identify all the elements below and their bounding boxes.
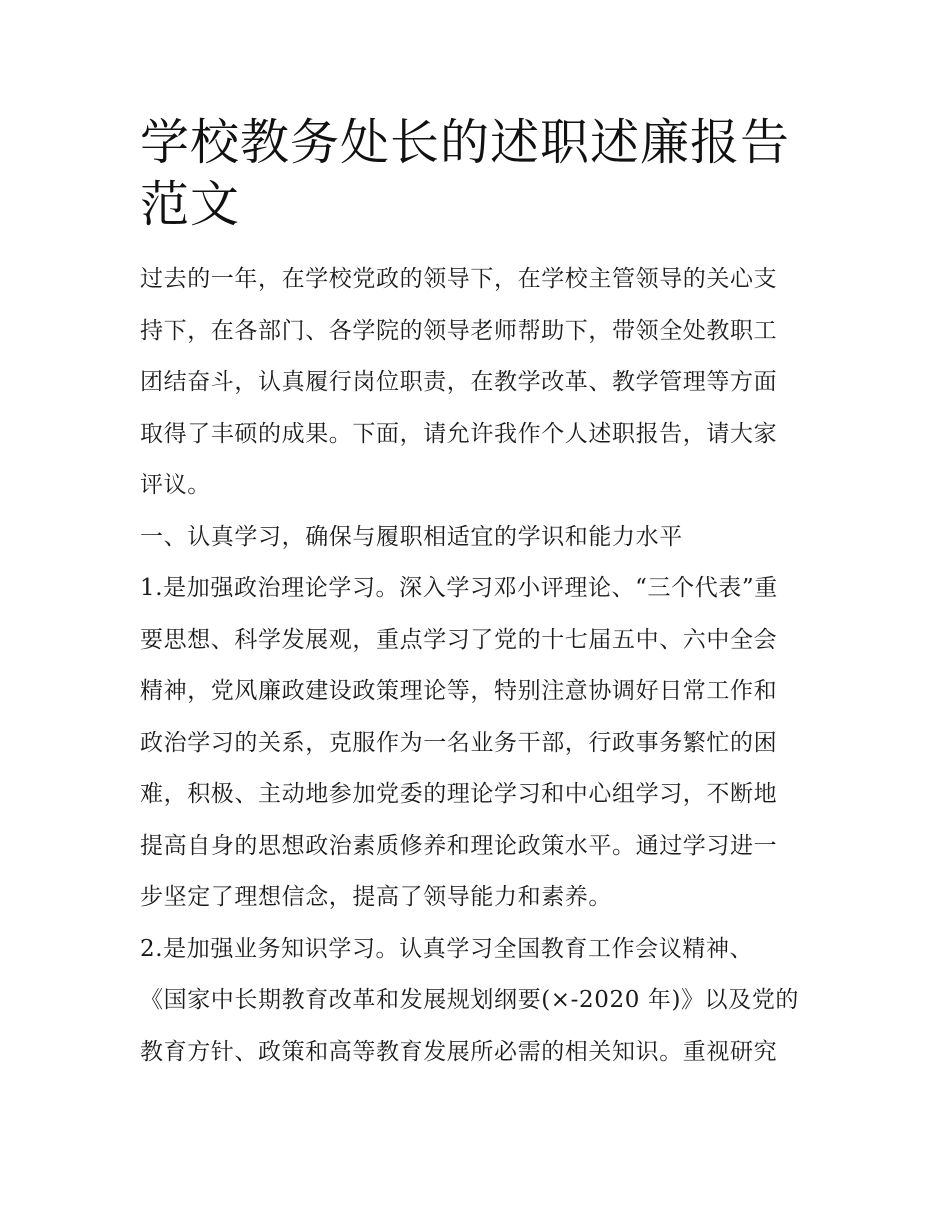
text-line: 《国家中长期教育改革和发展规划纲要(×-2020 年)》以及党的 [140, 987, 800, 1013]
text-line: 持下，在各部门、各学院的领导老师帮助下，带领全处教职工 [140, 317, 778, 344]
paragraph-item-1 [140, 563, 815, 924]
text-line: 要思想、科学发展观，重点学习了党的十七届五中、六中全会 [140, 626, 778, 653]
text-line: 团结奋斗，认真履行岗位职责，在教学改革、教学管理等方面 [140, 369, 778, 395]
title-line: 范文 [140, 176, 241, 233]
text-line: 评议。 [140, 472, 211, 498]
document-body [140, 254, 815, 1078]
text-line: 难，积极、主动地参加党委的理论学习和中心组学习，不断地 [140, 781, 778, 807]
text-line: 教育方针、政策和高等教育发展所必需的相关知识。重视研究 [140, 1038, 778, 1065]
document-title [140, 112, 815, 236]
text-line: 一、认真学习，确保与履职相适宜的学识和能力水平 [140, 523, 683, 550]
text-line: 精神，党风廉政建设政策理论等，特别注意协调好日常工作和 [140, 678, 778, 704]
text-line: 取得了丰硕的成果。下面，请允许我作个人述职报告，请大家 [140, 420, 778, 447]
section-heading-1 [140, 512, 815, 564]
text-line: 提高自身的思想政治素质修养和理论政策水平。通过学习进一 [140, 832, 778, 859]
text-line: 2.是加强业务知识学习。认真学习全国教育工作会议精神、 [140, 935, 754, 962]
paragraph-intro [140, 254, 815, 512]
document-content [140, 112, 815, 1078]
paragraph-item-2 [140, 924, 815, 1079]
text-line: 政治学习的关系，克服作为一名业务干部，行政事务繁忙的困 [140, 729, 778, 756]
text-line: 过去的一年，在学校党政的领导下，在学校主管领导的关心支 [140, 266, 778, 292]
title-line: 学校教务处长的述职述廉报告 [140, 114, 791, 171]
text-line: 1.是加强政治理论学习。深入学习邓小评理论、“三个代表”重 [140, 575, 778, 601]
text-line: 步坚定了理想信念，提高了领导能力和素养。 [140, 884, 612, 910]
